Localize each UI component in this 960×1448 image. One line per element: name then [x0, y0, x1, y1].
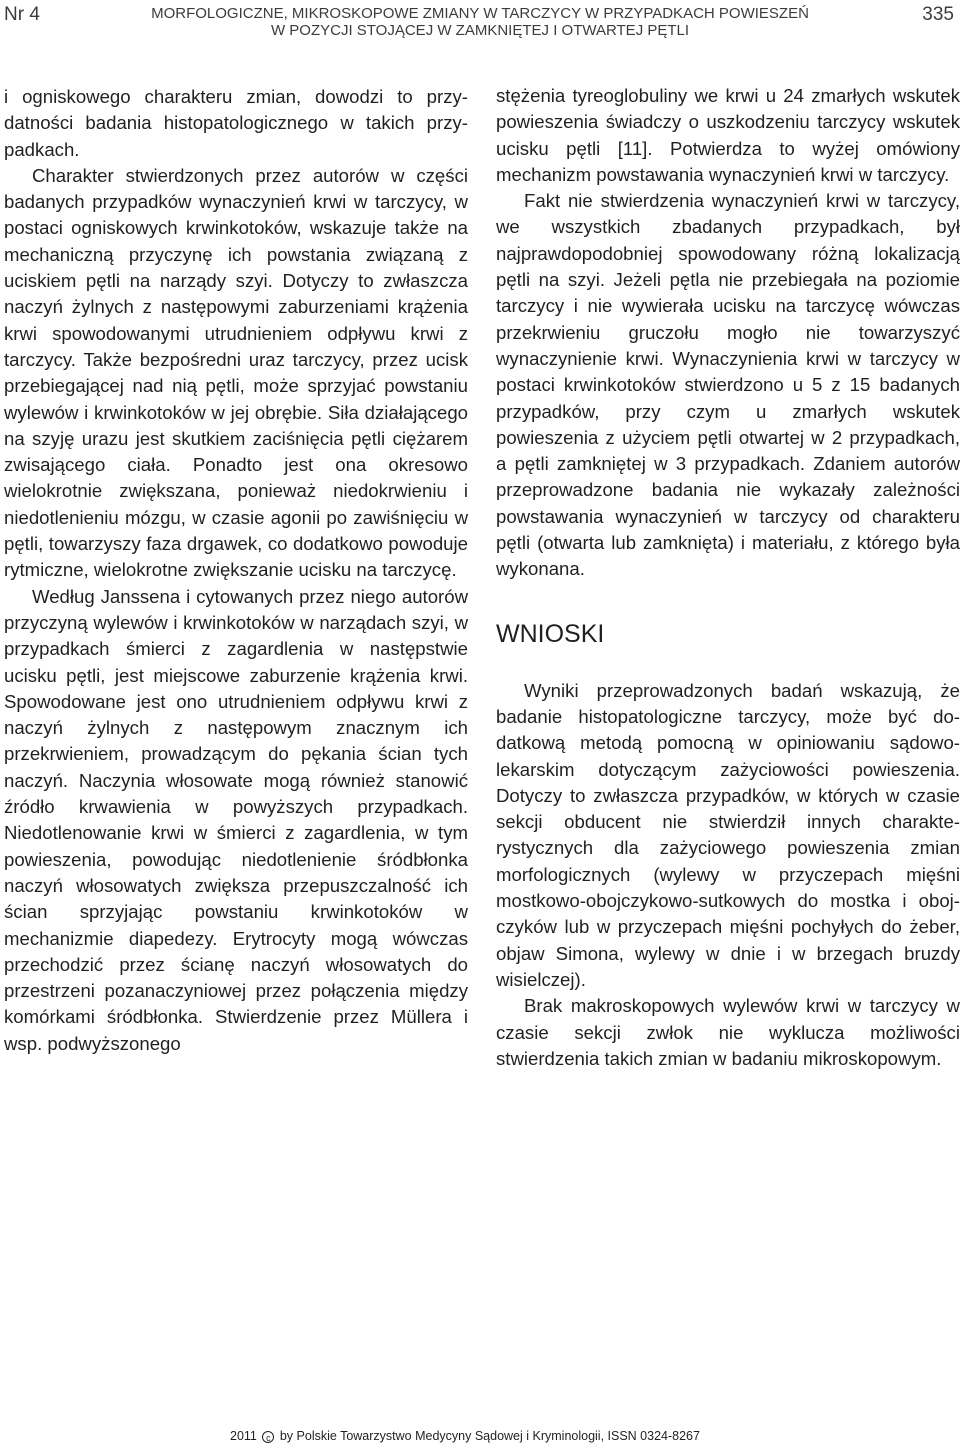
copyright-footer: [230, 1429, 960, 1443]
issue-number: Nr 4: [4, 4, 40, 25]
body-paragraph: Fakt nie stwierdzenia wynaczynień krwi w tarczycy, we wszystkich zbadanych przypadkach, był najprawdopodobniej spowodowany różną lokalizacją pętli na szyi. Jeżeli pętla nie przebiegała na poziomie tarczycy i nie wywierała ucisku na tarczycę wówczas przekrwieniu gruczołu mogło nie towarzyszyć wynaczynienie krwi. Wynaczynienia krwi w tarczycy w postaci krwinkotoków stwierdzono u 5 z 15 badanych przypadków, przy czym u zmarłych wskutek powieszenia z użyciem pętli otwartej w 2 przypadkach, a pętli zamkniętej w 3 przypadkach. Zdaniem autorów przeprowadzone badania nie wykazały zależności powstawania wynaczynień w tarczycy od charakteru pętli (otwarta lub zamknięta) i materiału, z którego była wykonana.: [496, 190, 960, 580]
conclusion-paragraph: Wyniki przeprowadzonych badań wskazują, że badanie histopatologiczne tarczycy, może być dodatkową metodą pomocną w opiniowaniu sądowo-lekarskim dotyczącym zażyciowości powieszenia. Dotyczy to zwłaszcza przypadków, w których w czasie sekcji obducent nie stwierdził innych charakterystycznych dla zażyciowego powieszenia zmian morfologicznych (wylewy w przyczepach mięśni mostkowo-obojczykowo-sutkowych do mostka i obojczyków lub w przyczepach mięśni pochyłych do żeber, objaw Simona, wylewy w dnie i w brzegach bruzdy wisielczej).: [496, 679, 960, 990]
body-paragraph: Według Janssena i cytowanych przez niego autorów przyczyną wylewów i krwinkotoków w narządach szyi, w przypadkach śmierci z zagardlenia w następstwie ucisku pętli, jest miejscowe zaburzenie krążenia krwi. Spowodowane jest ono utrudnieniem odpływu krwi z naczyń żylnych z następowym znacznym ich przekrwieniem, prowadzącym do pękania ścian tych naczyń. Naczynia włosowate mogą również stanowić źródło krwawienia w powyższych przypadkach. Niedotlenowanie krwi w śmierci z zagardlenia, w tym powieszenia, powodując niedotlenienie śródbłonka naczyń włosowatych zwiększa przepuszczalność ich ścian sprzyjając powstaniu krwinkotoków w mechanizmie diapedezy. Erytrocyty mogą wówczas przechodzić przez ścianę naczyń włosowatych do przestrzeni pozanaczyniowej przez połączenia między komórkami śródbłonka. Stwierdzenie przez Müllera i wsp. podwyższonego: [4, 585, 468, 1054]
footer-text: by Polskie Towarzystwo Medycyny Sądowej i Kryminologii, ISSN 0324-8267: [279, 1429, 700, 1443]
running-title-line-1: MORFOLOGICZNE, MIKROSKOPOWE ZMIANY W TARCZYCY W PRZYPADKACH POWIESZEŃ: [151, 5, 809, 22]
running-title-line-2: W POZYCJI STOJĄCEJ W ZAMKNIĘTEJ I OTWARTEJ PĘTLI: [270, 22, 690, 39]
body-paragraph: stężenia tyreoglobuliny we krwi u 24 zmarłych wskutek powieszenia świadczy o uszkodzeniu tarczycy wskutek ucisku pętli [11]. Potwierdza to wyżej omówiony mechanizm powstawania wynaczynień krwi w tarczycy.: [496, 85, 960, 185]
running-title: [150, 5, 810, 39]
conclusion-paragraph: Brak makroskopowych wylewów krwi w tarczycy w czasie sekcji zwłok nie wyklucza możliwości stwierdzenia takich zmian w badaniu mikroskopowym.: [496, 995, 960, 1069]
footer-year: 2011: [230, 1429, 257, 1443]
copyright-icon: c: [262, 1431, 274, 1443]
page-number: 335: [922, 4, 954, 25]
body-paragraph: Charakter stwierdzonych przez autorów w części badanych przypadków wynaczynień krwi w tarczycy, w postaci ogniskowych krwinkotoków, wskazuje także na mechaniczną przyczynę ich powstania związaną z uciskiem pętli na narządy szyi. Dotyczy to zwłaszcza naczyń żylnych z następowymi zaburzeniami krążenia krwi spowodowanymi utrudnieniem odpływu krwi z tarczycy. Także bezpośredni uraz tarczycy, przez ucisk przebiegającej nad nią pętli, może sprzyjać powstaniu wylewów i krwinkotoków w jej obrębie. Siła działającego na szyję urazu jest skutkiem zaciśnięcia pętli ciężarem zwisającego ciała. Ponadto jest ona okresowo wielokrotnie zwiększana, ponieważ niedokrwieniu i niedotlenieniu mózgu, w czasie agonii po zawiśnięciu w pętli, towarzyszy faza drgawek, co dodatkowo powoduje rytmiczne, wielokrotne zwiększanie ucisku na tarczycę.: [4, 164, 468, 581]
section-heading: WNIOSKI: [496, 619, 605, 648]
left-column: [4, 84, 468, 1057]
right-column: [496, 83, 960, 1072]
body-paragraph: i ogniskowego charakteru zmian, dowodzi to przydatności badania histopatologicznego w takich przypadkach.: [4, 86, 468, 160]
